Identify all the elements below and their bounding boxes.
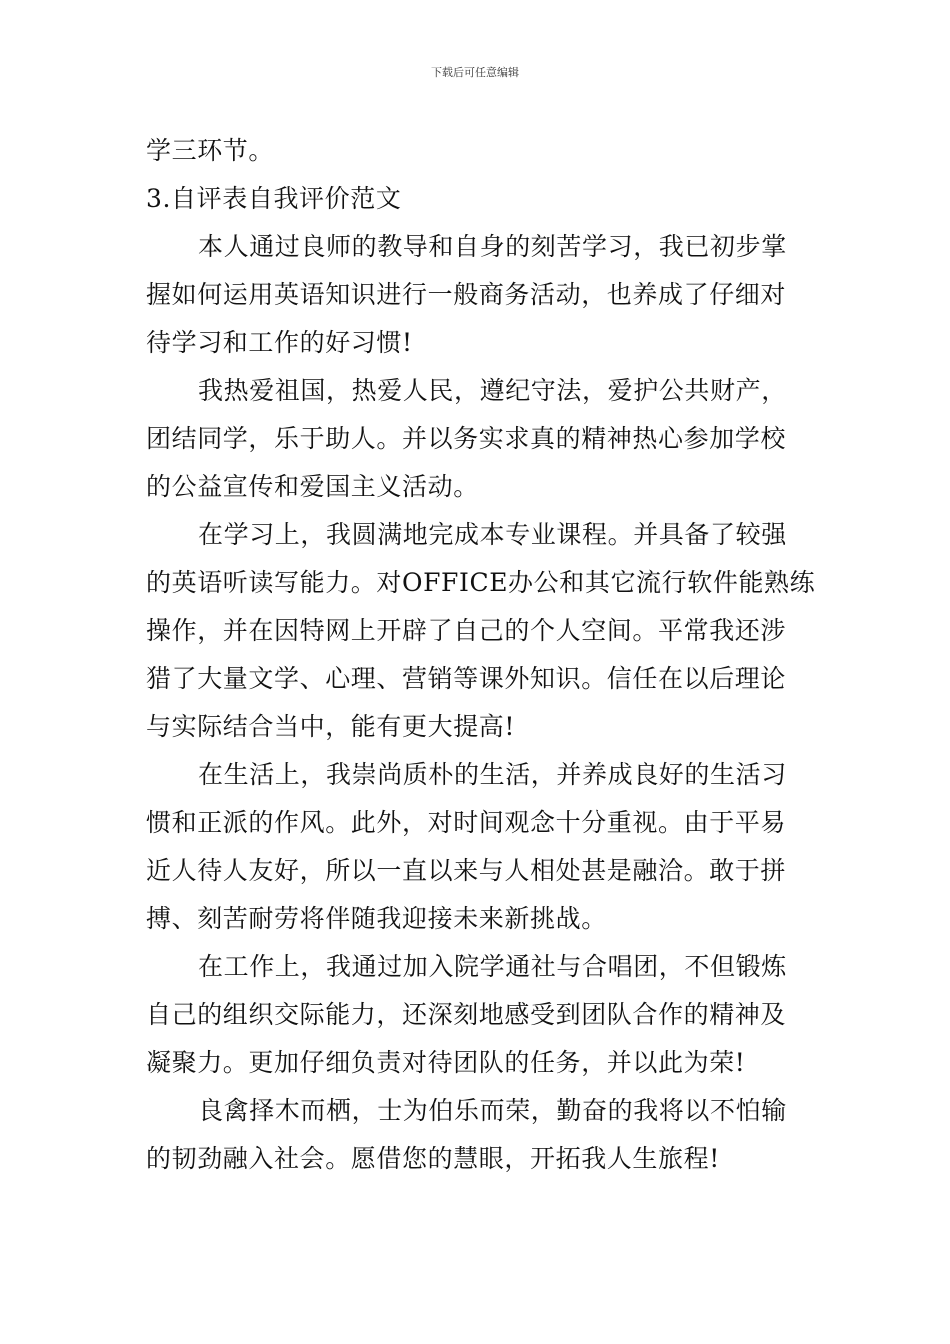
- section-heading: 3.自评表自我评价范文: [146, 184, 402, 213]
- text-line: 在工作上，我通过加入院学通社与合唱团，不但锻炼: [198, 952, 787, 981]
- text-line: 待学习和工作的好习惯!: [146, 328, 413, 357]
- text-line: 握如何运用英语知识进行一般商务活动，也养成了仔细对: [146, 280, 787, 309]
- text-line: 猎了大量文学、心理、营销等课外知识。信任在以后理论: [146, 664, 787, 693]
- text-line: 团结同学，乐于助人。并以务实求真的精神热心参加学校: [146, 424, 787, 453]
- text-line: 操作，并在因特网上开辟了自己的个人空间。平常我还涉: [146, 616, 787, 645]
- text-line: 近人待人友好，所以一直以来与人相处甚是融洽。敢于拼: [146, 856, 787, 885]
- text-line: 良禽择木而栖，士为伯乐而荣，勤奋的我将以不怕输: [198, 1096, 787, 1125]
- text-line: 的公益宣传和爱国主义活动。: [146, 472, 479, 501]
- text-line: 搏、刻苦耐劳将伴随我迎接未来新挑战。: [146, 904, 607, 933]
- page-header: 下载后可任意编辑: [431, 66, 519, 79]
- text-line: 惯和正派的作风。此外，对时间观念十分重视。由于平易: [146, 808, 787, 837]
- text-line: 在生活上，我崇尚质朴的生活，并养成良好的生活习: [198, 760, 787, 789]
- text-line: 学三环节。: [146, 136, 275, 165]
- text-line: 自己的组织交际能力，还深刻地感受到团队合作的精神及: [146, 1000, 787, 1029]
- text-line: 的韧劲融入社会。愿借您的慧眼，开拓我人生旅程!: [146, 1144, 720, 1173]
- document-body: [146, 127, 816, 1183]
- text-line: 我热爱祖国，热爱人民，遵纪守法，爱护公共财产，: [198, 376, 787, 405]
- text-line: 的英语听读写能力。对OFFICE办公和其它流行软件能熟练: [146, 568, 816, 597]
- text-line: 本人通过良师的教导和自身的刻苦学习，我已初步掌: [198, 232, 787, 261]
- text-line: 与实际结合当中，能有更大提高!: [146, 712, 516, 741]
- text-line: 凝聚力。更加仔细负责对待团队的任务，并以此为荣!: [146, 1048, 746, 1077]
- text-line: 在学习上，我圆满地完成本专业课程。并具备了较强: [198, 520, 787, 549]
